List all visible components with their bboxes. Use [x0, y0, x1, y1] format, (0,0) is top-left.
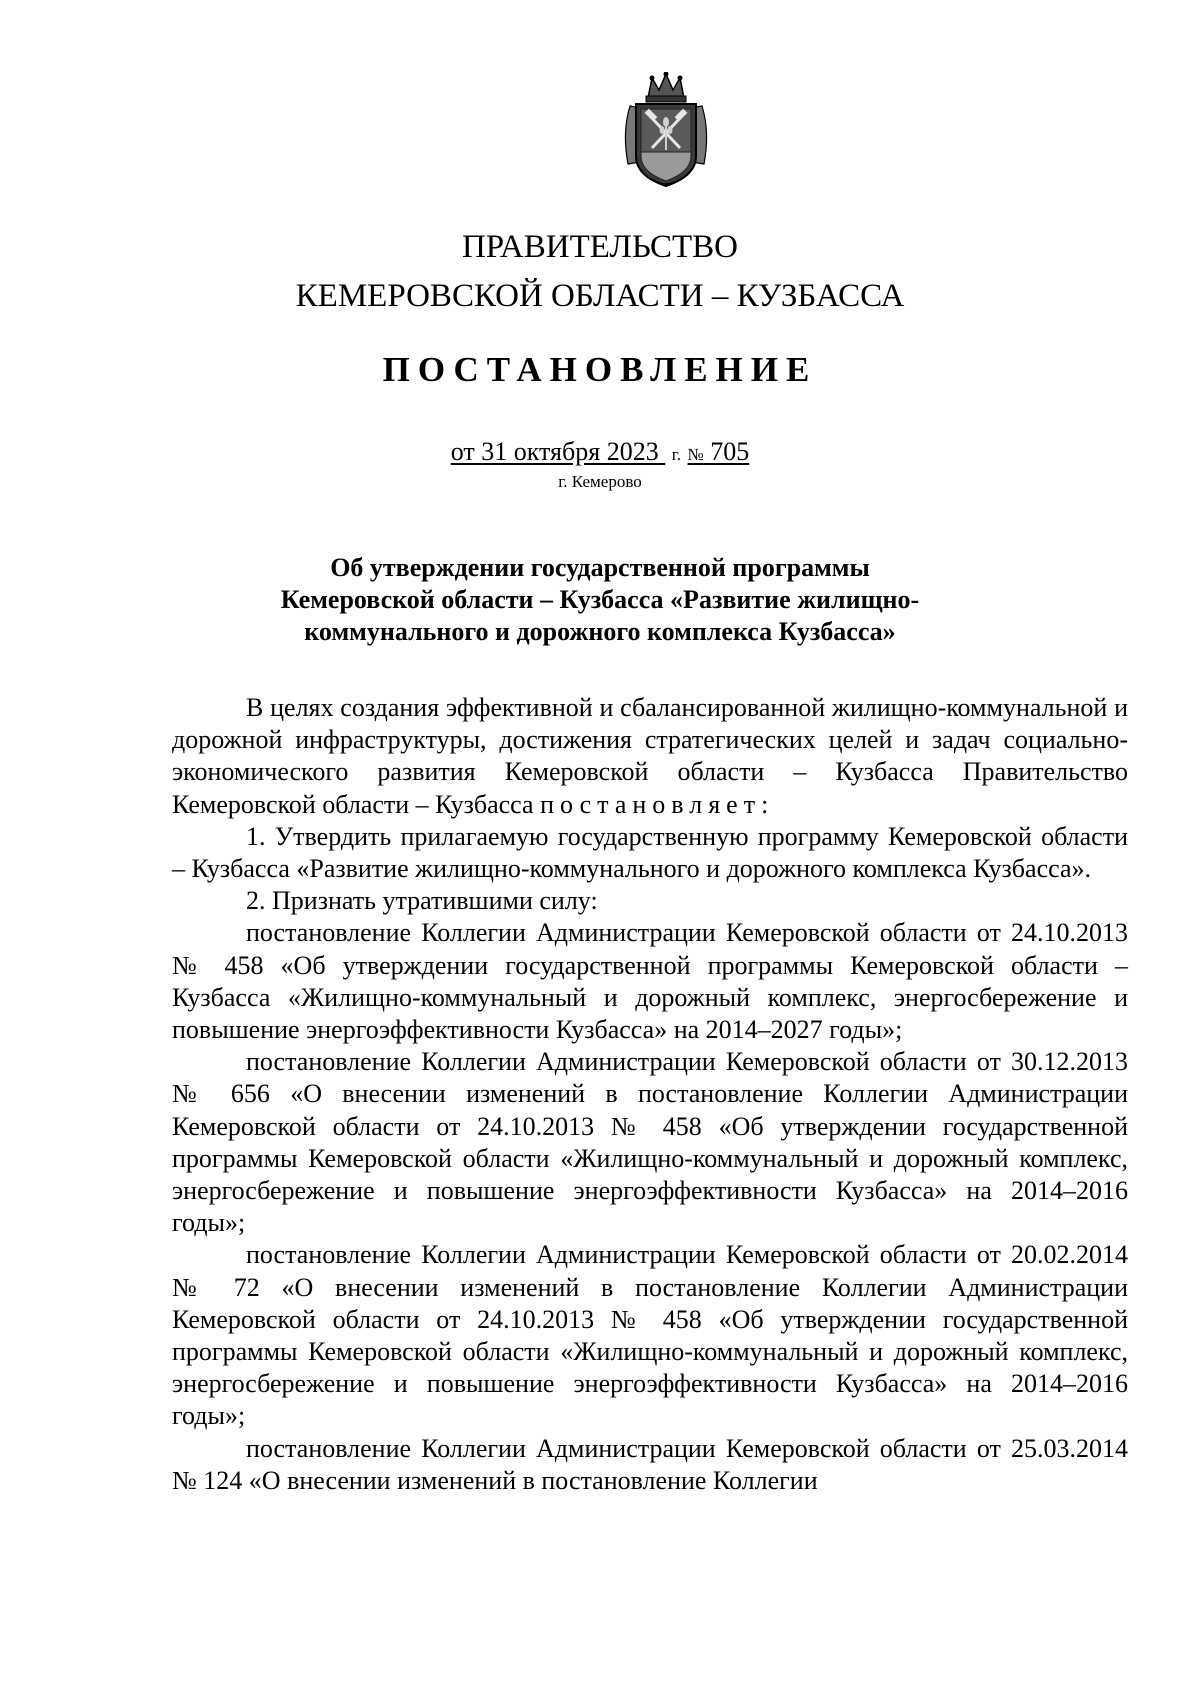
- document-type: ПОСТАНОВЛЕНИЕ: [382, 350, 818, 389]
- repealed-act-2: постановление Коллегии Администрации Кемеровской области от 30.12.2013 № 656 «О внесении изменений в постановление Коллегии Администрации Кемеровской области от 24.10.2013 № 458 «Об утверждении государственной программы Кемеровской области «Жилищно-коммунальный и дорожный комплекс, энергосбережение и повышение энергоэффективности Кузбасса» на 2014–2016 годы»;: [172, 1047, 1128, 1238]
- year-suffix: г.: [671, 445, 682, 464]
- heading-line1: Об утверждении государственной программы: [330, 553, 870, 582]
- item-2-paragraph: 2. Признать утратившими силу:: [246, 886, 598, 916]
- document-number: [688, 437, 750, 466]
- number-sign: №: [687, 445, 704, 464]
- repealed-act-3: постановление Коллегии Администрации Кемеровской области от 20.02.2014 № 72 «О внесении изменений в постановление Коллегии Администрации Кемеровской области от 24.10.2013 № 458 «Об утверждении государственной программы Кемеровской области «Жилищно-коммунальный и дорожный комплекс, энергосбережение и повышение энергоэффективности Кузбасса» на 2014–2016 годы»;: [172, 1240, 1128, 1431]
- preamble-text: В целях создания эффективной и сбалансированной жилищно-коммунальной и дорожной инфраструктуры, достижения стратегических целей и задач социально-экономического развития Кемеровской области – Кузбасса Правительство Кемеровской области – Кузбасса: [172, 693, 1128, 819]
- preamble-paragraph: [172, 692, 1128, 821]
- date-value: 31 октября 2023: [481, 437, 659, 466]
- coat-of-arms-emblem: [618, 72, 714, 190]
- heading-line3: коммунального и дорожного комплекса Кузбасса»: [304, 617, 896, 646]
- date-prefix: от: [450, 437, 475, 466]
- repealed-act-4: постановление Коллегии Администрации Кемеровской области от 25.03.2014 № 124 «О внесении изменений в постановление Коллегии: [172, 1433, 1128, 1495]
- heading-line2: Кемеровской области – Кузбасса «Развитие жилищно-: [280, 585, 920, 614]
- city: г. Кемерово: [558, 472, 642, 491]
- document-heading: [0, 552, 1200, 648]
- date-text: [451, 437, 666, 466]
- document-body: [172, 692, 1128, 1497]
- government-title-line2: КЕМЕРОВСКОЙ ОБЛАСТИ – КУЗБАССА: [295, 278, 905, 314]
- government-title-line1: ПРАВИТЕЛЬСТВО: [461, 229, 739, 265]
- date-number-line: [0, 437, 1200, 470]
- repealed-act-1: постановление Коллегии Администрации Кемеровской области от 24.10.2013 № 458 «Об утверждении государственной программы Кемеровской области – Кузбасса «Жилищно-коммунальный и дорожный комплекс, энергосбережение и повышение энергоэффективности Кузбасса» на 2014–2027 годы»;: [172, 918, 1128, 1045]
- item-1-paragraph: 1. Утвердить прилагаемую государственную программу Кемеровской области – Кузбасса «Развитие жилищно-коммунального и дорожного комплекса Кузбасса».: [172, 821, 1128, 884]
- preamble-resolves: постановляет:: [540, 789, 775, 819]
- number-value: 705: [710, 437, 750, 466]
